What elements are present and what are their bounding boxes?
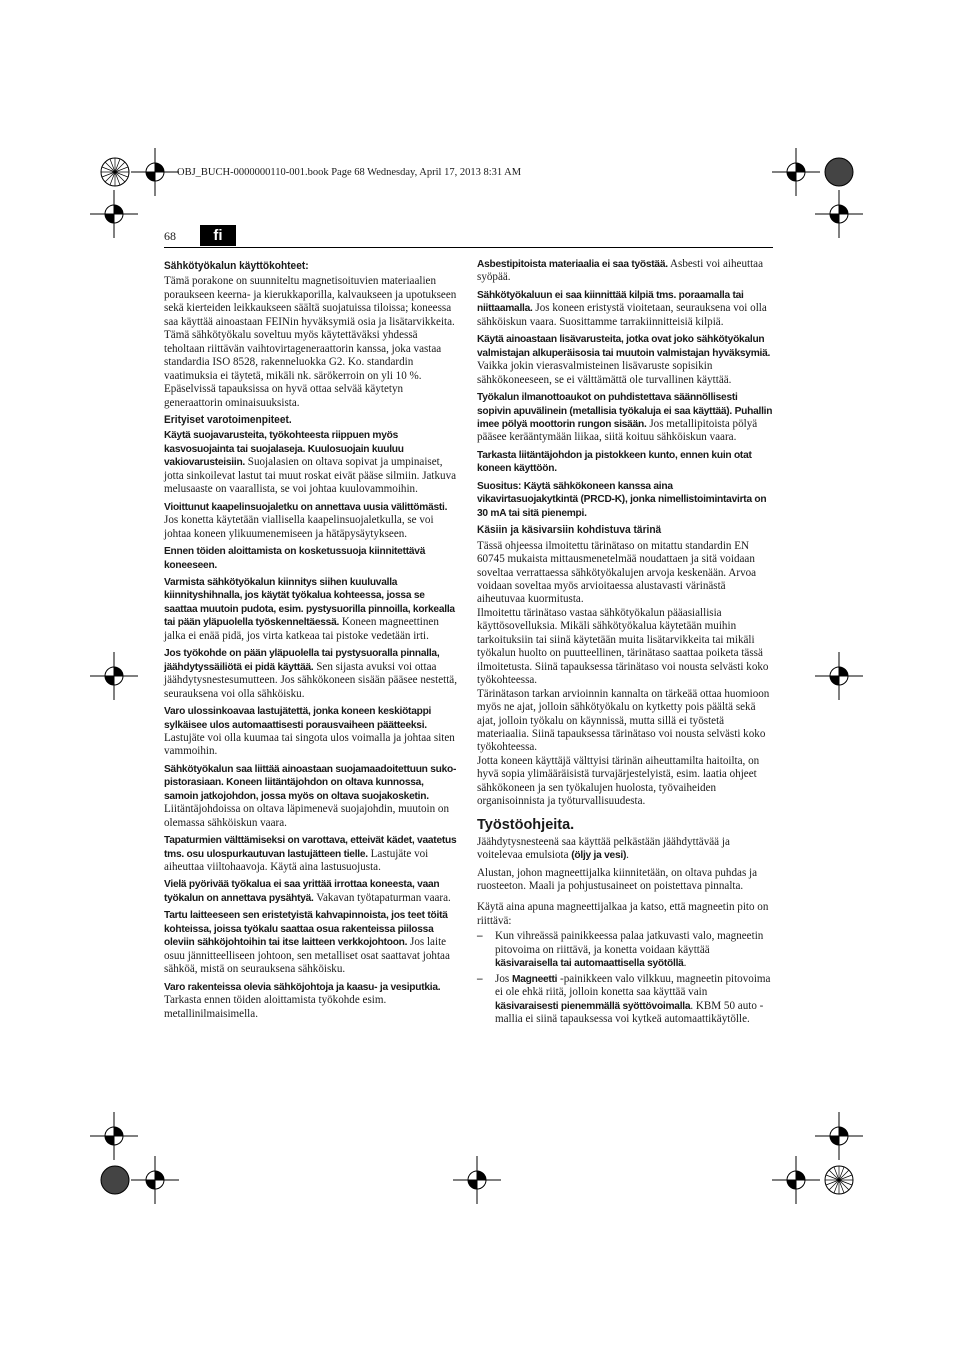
paragraph: Tärinätason tarkan arvioinnin kannalta on tärkeää ottaa huomioon myös ne ajat, jolloin sähkötyökalu on kytketty pois päältä sekä ajat, jolloin työkalu on käynnissä, mutta sillä ei työstetä materiaalia. Siinä tapauksessa tärinätaso voi nousta selvästi koko työkohteessa. xyxy=(477,687,770,754)
color-wheel-tl xyxy=(101,158,129,186)
heading-vibration: Käsiin ja käsivarsiin kohdistuva tärinä xyxy=(477,524,662,537)
paragraph: Tässä ohjeessa ilmoitettu tärinätaso on mitattu standardin EN 60745 mukaista mittausmenetelmää noudattaen ja sitä voidaan soveltaa verrattaessa sähkötyökalujen arvoja keskenään. Arvoa voidaan soveltaa myös arvioitaessa alustavasti värinästä aiheutuvaa kuormitusta. xyxy=(477,539,757,606)
heading-work-instructions: Työstöohjeita. xyxy=(477,816,575,833)
safety-item: Jos työkohde on pään yläpuolella tai pystysuoralla pinnalla, jäähdytyssäiliötä ei pidä käyttää. Sen sijasta avuksi voi ottaa jäähdytysnestesumutteen. Jos sähkökoneen sisään pääsee nestettä, seurauksena voi olla sähköisku. xyxy=(164,648,457,700)
safety-item: Asbestipitoista materiaalia ei saa työstää. Asbesti voi aiheuttaa syöpää. xyxy=(477,258,764,284)
safety-item: Vielä pyörivää työkalua ei saa yrittää irrottaa koneesta, vaan työkalun on annettava pysähtyä. Vakavan työtapaturman vaara. xyxy=(164,879,451,904)
crop-mark-right-mid xyxy=(815,652,863,700)
list-item: – Jos Magneetti -painikkeen valo vilkkuu, magneetin pitovoima ei ole ehkä riitä, jolloin konetta saa käyttää vain käsivaraisesti pienemmällä syöttövoimalla. KBM 50 auto -mallia ei siinä tapauksessa voi kytkeä automaattikäytölle. xyxy=(477,972,771,1026)
color-wheel-br xyxy=(825,1166,853,1194)
safety-item: Sähkötyökaluun ei saa kiinnittää kilpiä tms. poraamalla tai niittaamalla. Jos koneen eristystä vioitetaan, seurauksena voi olla sähköiskun vaara. Suosittamme tarrakiinnitteisiä kilpiä. xyxy=(477,289,767,328)
crop-mark-left-mid xyxy=(90,652,138,700)
paragraph: Käytä aina apuna magneettijalkaa ja katso, että magneetin pito on riittävä: xyxy=(477,901,769,927)
safety-item: Käytä suojavarusteita, työkohteesta riippuen myös kasvosuojainta tai suojalaseja. Kuulosuojain kuuluu vakiovarusteisiin. Suojalasien on oltava sopivat ja umpinaiset, jotta sinkoilevat lastut tai muut roskat eivät pääse silmiin. Jatkuva melusaaste on vaarallista, se voi johtaa kuulovammoihin. xyxy=(164,430,457,496)
crop-mark-ml xyxy=(90,190,138,238)
crop-mark-br2 xyxy=(772,1156,820,1204)
safety-item: Tapaturmien välttämiseksi on varottava, etteivät kädet, vaatetus tms. osu ulospurkautuvan lastujätteen tielle. Lastujäte voi aiheuttaa viiltohaavoja. Käytä aina lastusuojusta. xyxy=(164,835,457,874)
crop-mark-tr xyxy=(772,148,820,196)
paragraph: Tämä sähkötyökalu soveltuu myös käytettäväksi yhdessä teholtaan riittävän vaihtovirtageneraattorin kanssa, joka vastaa standardia ISO 8528, rakenneluokka G2. Ko. standardin vaatimuksia ei täytetä, mikäli nk. särökerroin on yli 10 %. Epäselvissä tapauksissa on hyvä ottaa selvää käytetyn generaattorin ominaisuuksista. xyxy=(164,329,442,409)
safety-item: Varmista sähkötyökalun kiinnitys siihen kuuluvalla kiinnityshihnalla, jos käytät työkalua kohteessa, jossa se saattaa muutoin pudota, esim. pystysuorilla pinnoilla, korkealla tai pään yläpuolella työskenneltäessä. Koneen magneettinen jalka ei enää pidä, jos virta katkeaa tai pistoke vedetään irti. xyxy=(164,576,455,642)
safety-item: Suositus: Käytä sähkökoneen kanssa aina vikavirtasuojakytkintä (PRCD-K), jonka nimellistoimintavirta on 30 mA tai sitä pienempi. xyxy=(477,480,767,519)
paragraph: Jotta koneen käyttäjä välttyisi tärinän aiheuttamilta haitoilta, on hyvä sopia ylimääräisistä turvajärjestelyistä, esim. laatia ohjeet sähkökoneen ja sen työkalujen huolosta, työvaiheiden organisoinnista ja työturvallisuudesta. xyxy=(477,754,760,808)
crop-mark-br xyxy=(815,1112,863,1160)
safety-item: Käytä ainoastaan lisävarusteita, jotka ovat joko sähkötyökalun valmistajan alkuperäisosia tai muutoin valmistajan hyväksymiä. Vaikka jokin vierasvalmisteinen lisävaruste sopisikin sähkökoneeseen, se ei välttämättä ole turvallinen käyttää. xyxy=(477,334,771,386)
safety-item: Työkalun ilmanottoaukot on puhdistettava säännöllisesti sopivin apuvälinein (metallisia työkaluja ei saa käyttää). Puhallin imee pölyä moottorin rungon sisään. Jos metallipitoista pölyä pääsee kerääntymään liikaa, siitä koituu sähköiskun vaara. xyxy=(477,392,773,444)
paragraph: Alustan, johon magneettijalka kiinnitetään, on oltava puhdas ja ruosteeton. Maali ja pohjustusaineet on poistettava pinnalta. xyxy=(477,866,758,893)
color-wheel-bl xyxy=(101,1166,129,1194)
safety-item: Vioittunut kaapelinsuojaletku on annettava uusia välittömästi. Jos konetta käytetään viallisella kaapelinsuojaletkulla, se voi johtaa koneen ylikuumenemiseen ja hätäpysäytykseen. xyxy=(164,501,448,540)
paragraph: Ilmoitettu tärinätaso vastaa sähkötyökalun pääasiallisia käyttösovelluksia. Mikäli sähkötyökalua käytetään muihin tarkoituksiin tai siinä käytetään muita lisätarvikkeita tai mikäli työkalun huolto on puutteellinen, tärinätaso saattaa poiketa tässä ilmoitetusta. Siinä tapauksessa tärinätaso voi nousta selvästi koko työkohteessa. xyxy=(477,606,769,687)
safety-item: Ennen töiden aloittamista on kosketussuoja kiinnitettävä koneeseen. xyxy=(164,546,426,571)
safety-item: Tartu laitteeseen sen eristetyistä kahvapinnoista, jos teet töitä kohteissa, joissa työkalu saattaa osua rakenteissa piilossa oleviin sähköjohtoihin tai itse laitteen verkkojohtoon. Jos laite osuu jännitteelliseen johtoon, sen metalliset osat saattavat johtaa sähköä, mistä on seurauksena sähköisku. xyxy=(164,910,450,976)
file-slug: OBJ_BUCH-0000000110-001.book Page 68 Wednesday, April 17, 2013 8:31 AM xyxy=(177,167,522,178)
heading-usage: Sähkötyökalun käyttökohteet: xyxy=(164,260,309,272)
crop-mark-tl xyxy=(131,148,179,196)
list-item: – Kun vihreässä painikkeessa palaa jatkuvasti valo, magneetin pitovoima on riittävä, ja konetta voidaan käyttää käsivaraisella tai automaattisella syötöllä. xyxy=(477,930,764,970)
header-rule xyxy=(164,247,773,248)
crop-mark-bl2 xyxy=(131,1156,179,1204)
language-badge: fi xyxy=(200,225,236,246)
crop-mark-bc xyxy=(453,1156,501,1204)
safety-item: Varo rakenteissa olevia sähköjohtoja ja kaasu- ja vesiputkia. Tarkasta ennen töiden aloittamista työkohde esim. metallinilmaisimella. xyxy=(164,981,441,1020)
page-number: 68 xyxy=(164,229,176,243)
safety-item: Tarkasta liitäntäjohdon ja pistokkeen kunto, ennen kuin otat koneen käyttöön. xyxy=(477,449,752,475)
right-column xyxy=(477,258,773,1029)
left-column xyxy=(164,258,458,1025)
paragraph: Tämä porakone on suunniteltu magnetisoituvien materiaalien poraukseen keerna- ja kierukkaporilla, kalvaukseen ja upotukseen sekä kierteiden leikkaukseen säältä suojatuissa tiloissa; koneessa saa käyttää ainoastaan FEINin hyväksymiä osia ja lisätarvikkeita. xyxy=(164,275,457,328)
safety-item: Varo ulossinkoavaa lastujätettä, jonka koneen keskiötappi sylkäisee ulos automaattisesti porausvaiheen päätteeksi. Lastujäte voi olla kuumaa tai singota ulos voimalla ja johtaa siten vammoihin. xyxy=(164,706,455,758)
crop-mark-bl xyxy=(90,1112,138,1160)
heading-precautions: Erityiset varotoimenpiteet. xyxy=(164,413,292,426)
safety-item: Sähkötyökalun saa liittää ainoastaan suojamaadoitettuun suko-pistorasiaan. Koneen liitäntäjohdon on oltava kunnossa, samoin jatkojohdon, jossa myös on oltava suojakosketin. Liitäntäjohdoissa on oltava läpimenevä suojajohdin, muutoin on olemassa sähköiskun vaara. xyxy=(164,763,457,829)
color-wheel-tr xyxy=(825,158,853,186)
paragraph: Jäähdytysnesteenä saa käyttää pelkästään jäähdyttävää ja voitelevaa emulsiota (öljy ja vesi). xyxy=(477,835,730,862)
crop-mark-mr xyxy=(815,190,863,238)
